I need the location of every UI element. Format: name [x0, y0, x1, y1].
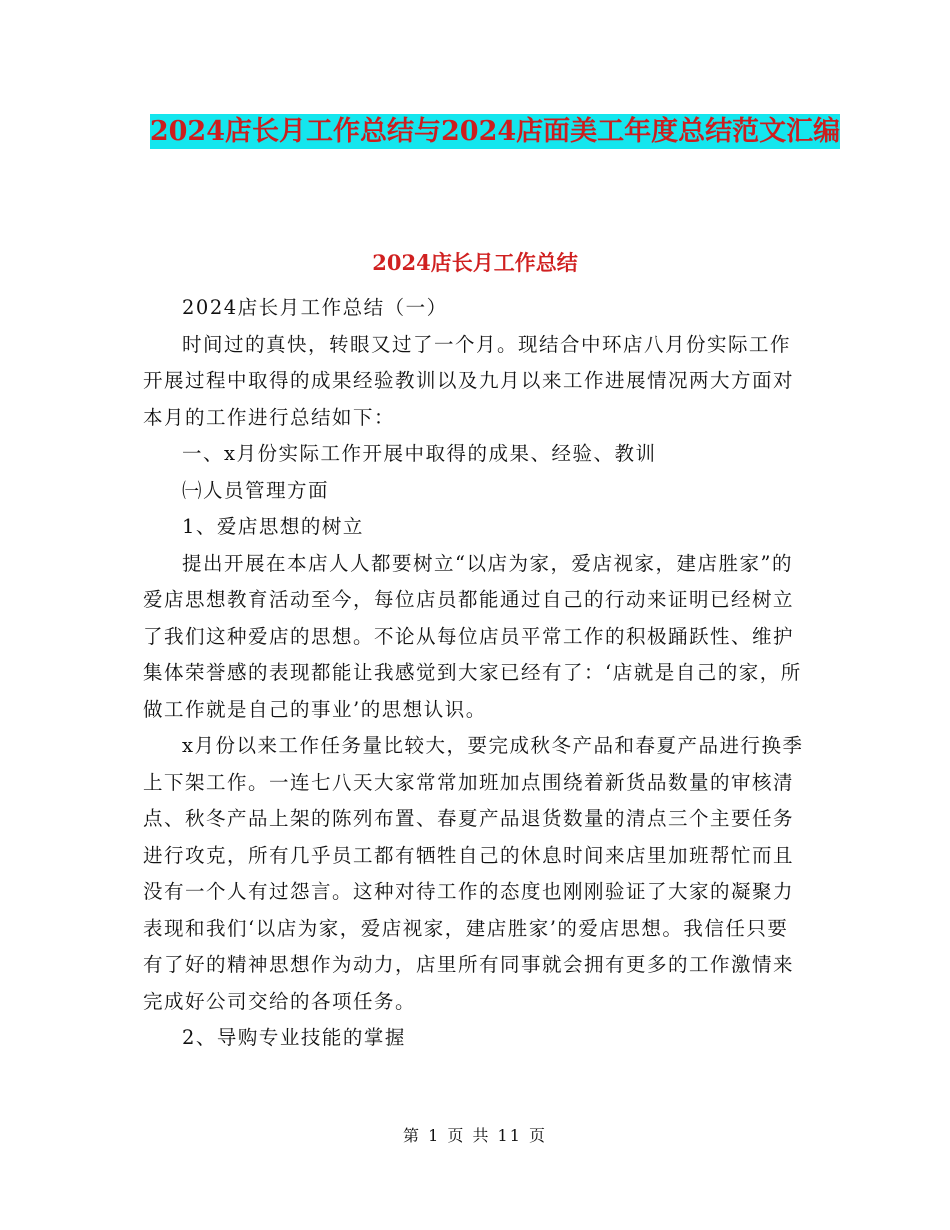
- document-body: [143, 290, 809, 1057]
- paragraph-store-love: 提出开展在本店人人都要树立“以店为家，爱店视家，建店胜家”的爱店思想教育活动至今，每位店员都能通过自己的行动来证明已经树立了我们这种爱店的思想。不论从每位店员平常工作的积极踊跃性、维护集体荣誉感的表现都能让我感觉到大家已经有了：‘店就是自己的家，所做工作就是自己的事业’的思想认识。: [143, 551, 802, 721]
- paragraph-heading-skills: 2、导购专业技能的掌握: [182, 1026, 406, 1049]
- paragraph-heading-personnel: ㈠人员管理方面: [182, 478, 330, 502]
- paragraph-subtitle: 2024店长月工作总结（一）: [182, 296, 448, 319]
- paragraph-heading-1: 一、x月份实际工作开展中取得的成果、经验、教训: [182, 442, 657, 465]
- document-title-text: 2024店长月工作总结与2024店面美工年度总结范文汇编: [149, 116, 841, 147]
- paragraph-workload: x月份以来工作任务量比较大，要完成秋冬产品和春夏产品进行换季上下架工作。一连七八天大家常常加班加点围绕着新货品数量的审核清点、秋冬产品上架的陈列布置、春夏产品退货数量的清点三个主要任务进行攻克，所有几乎员工都有牺牲自己的休息时间来店里加班帮忙而且没有一个人有过怨言。这种对待工作的态度也刚刚验证了大家的凝聚力表现和我们‘以店为家，爱店视家，建店胜家’的爱店思想。我信任只要有了好的精神思想作为动力，店里所有同事就会拥有更多的工作激情来完成好公司交给的各项任务。: [143, 734, 804, 1013]
- paragraph-intro: 时间过的真快，转眼又过了一个月。现结合中环店八月份实际工作开展过程中取得的成果经验教训以及九月以来工作进展情况两大方面对本月的工作进行总结如下：: [143, 332, 795, 429]
- document-title: [140, 112, 850, 152]
- page-footer: 第 1 页 共 11 页: [403, 1126, 547, 1145]
- section-title: 2024店长月工作总结: [372, 250, 578, 275]
- paragraph-heading-store-love: 1、爱店思想的树立: [182, 515, 364, 538]
